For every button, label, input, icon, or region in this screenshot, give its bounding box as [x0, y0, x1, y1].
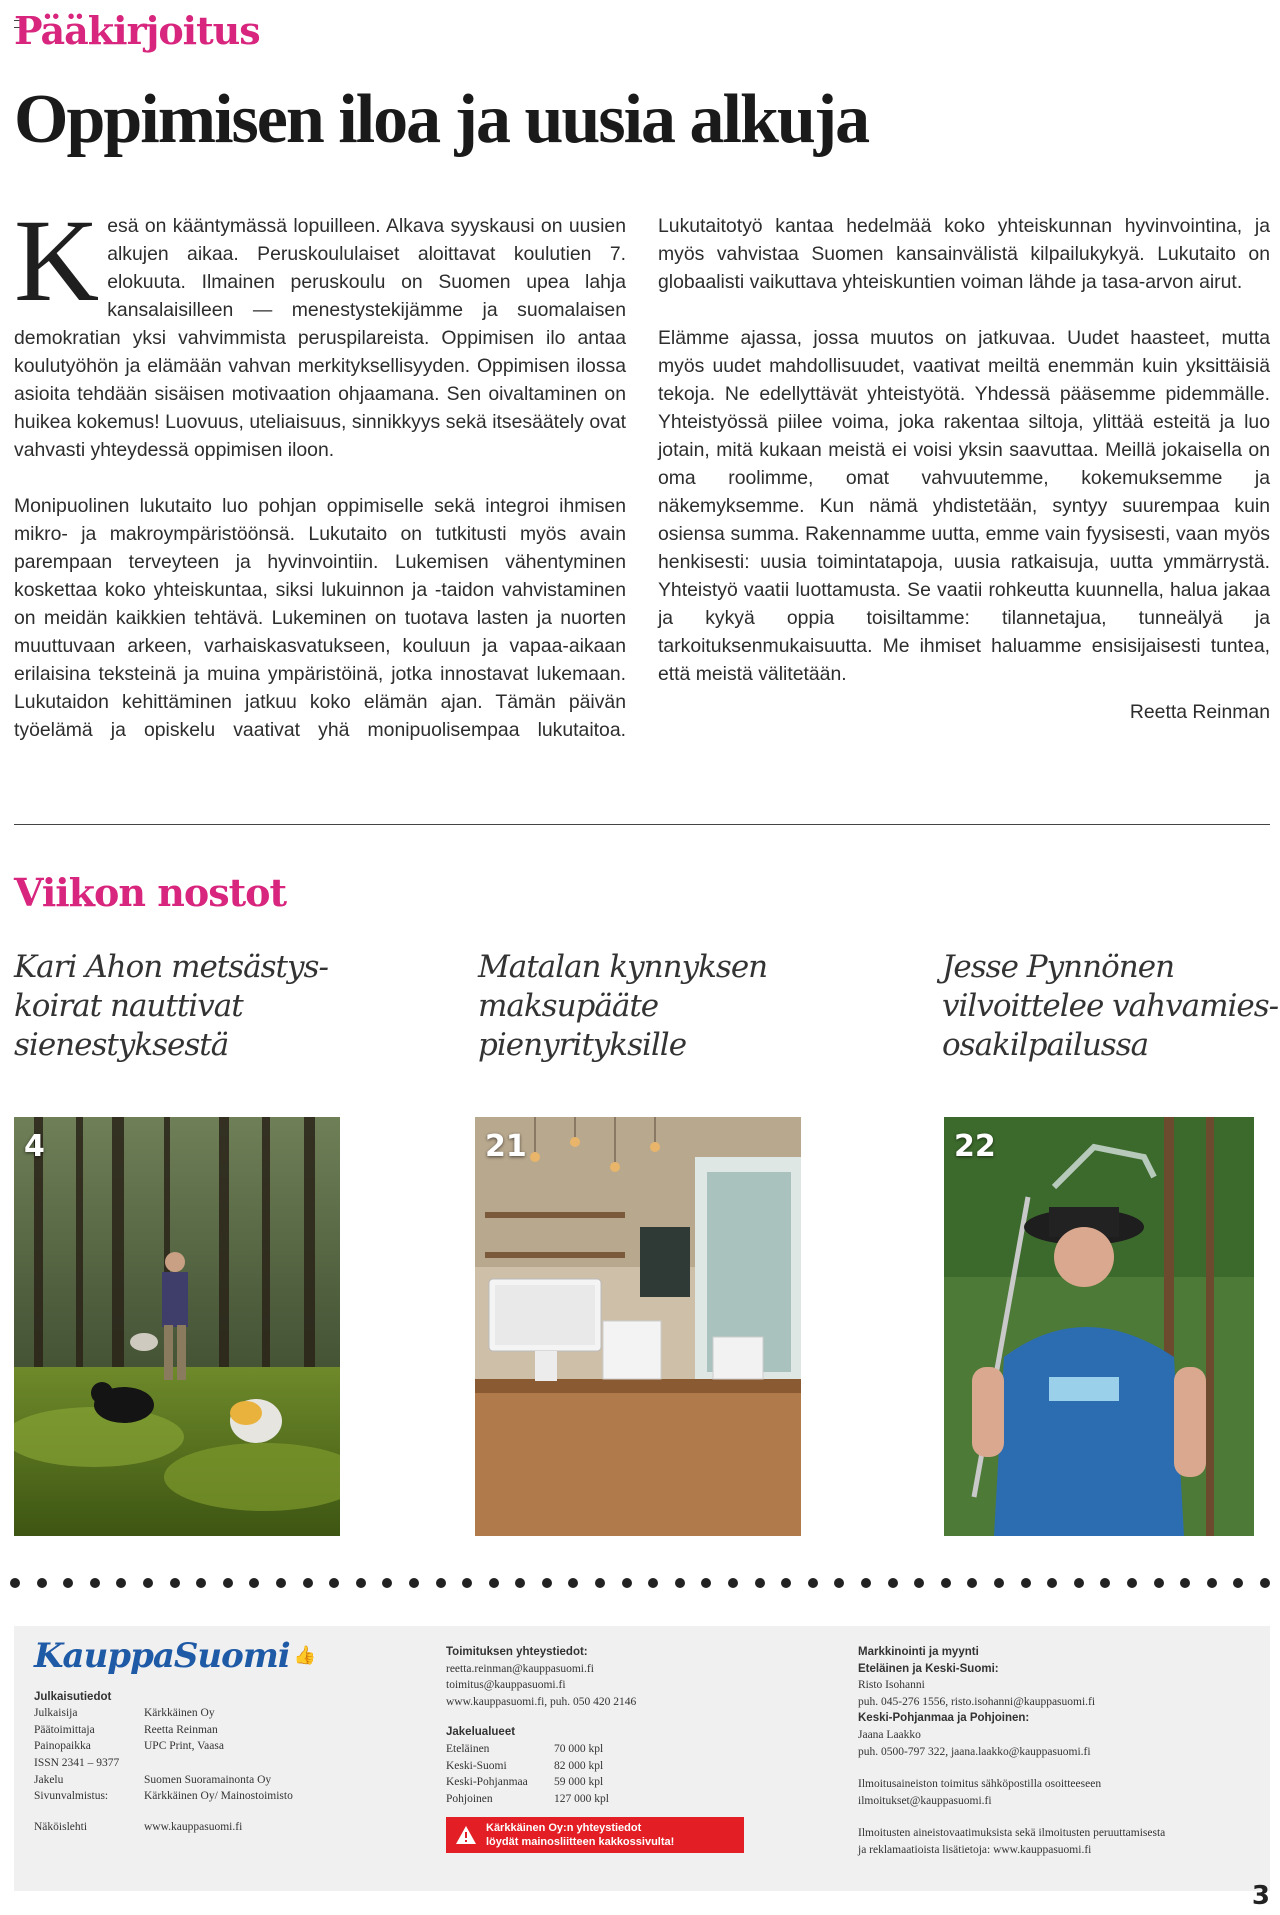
pick-3-page: 22 — [954, 1129, 996, 1164]
divider-dot — [808, 1578, 818, 1588]
editorial-title: Oppimisen iloa ja uusia alkuja — [14, 81, 869, 158]
pick-2-photo[interactable] — [475, 1117, 801, 1536]
ad-material-1: Ilmoitusaineiston toimitus sähköpostilla osoitteeseen — [858, 1778, 1102, 1791]
distribution-count: 59 000 kpl — [554, 1776, 604, 1789]
region1-contact[interactable]: puh. 045-276 1556, risto.isohanni@kauppasuomi.fi — [858, 1695, 1096, 1708]
publisher-row-label: Painopaikka — [34, 1740, 91, 1753]
paragraph-1 — [14, 195, 626, 464]
divider-dot — [914, 1578, 924, 1588]
divider-dot — [675, 1578, 685, 1588]
divider-dot — [755, 1578, 765, 1588]
pick-2[interactable] — [478, 948, 818, 1065]
region2-heading: Keski-Pohjanmaa ja Pohjoinen: — [858, 1712, 1030, 1725]
divider-dot — [1127, 1578, 1137, 1588]
forest-photo — [14, 1117, 340, 1536]
distribution-row — [446, 1774, 766, 1791]
divider-dot — [1021, 1578, 1031, 1588]
divider-dot — [90, 1578, 100, 1588]
divider-dot — [728, 1578, 738, 1588]
divider-dot — [1074, 1578, 1084, 1588]
brand-logo — [34, 1636, 394, 1676]
publisher-row — [34, 1738, 394, 1755]
publisher-row-label: Jakelu — [34, 1773, 64, 1786]
pick-3-photo[interactable] — [944, 1117, 1254, 1536]
publisher-row-value: Kärkkäinen Oy — [144, 1707, 215, 1720]
cafe-photo — [475, 1117, 801, 1536]
publisher-list — [34, 1705, 394, 1805]
divider-dot — [249, 1578, 259, 1588]
pick-1-photo[interactable] — [14, 1117, 340, 1536]
distribution-count: 82 000 kpl — [554, 1759, 604, 1772]
divider-dot — [622, 1578, 632, 1588]
footer-col-contact — [446, 1644, 766, 1853]
divider-dot — [223, 1578, 233, 1588]
paragraph-2: Monipuolinen lukutaito luo pohjan oppimiselle sekä integroi ihmisen mikro- ja makroympäristöönsä. Lukutaito on tutkitusti myös avain parempaan terveyteen ja hyvinvointiin. Lukemisen vähentyminen koskettaa koko yhteiskuntaa, siksi lukuinnon ja -taidon vahvistaminen on meidän kaikkien tehtävä. Lukeminen on tuotava lasten ja nuorten muuttuvaan arkeen, varhaiskasvatukseen, kouluun ja vapaa-aikaan erilaisina teksteinä ja muina ympäristöinä, jotka innostavat lukemaan. Lukutaidon kehittäminen jatkuu koko elämän ajan. Tämän päivän työelämä ja opiskelu vaativat yhä monipuolisempaa lukutaitoa. Lukutaitotyö kantaa hedelmää koko yhteiskunnan hyvinvointina, ja myös vahvistaa Suomen kansainvälistä kilpailukykyä. Lukutaito on globaalisti vaikuttava yhteiskuntien voiman lähde ja tasa-arvon airut. — [14, 215, 1270, 741]
page-number: 3 — [1251, 1881, 1270, 1911]
ad-info-2[interactable]: ja reklamaatioista lisätietoja: www.kauppasuomi.fi — [858, 1843, 1092, 1856]
pick-3-title[interactable]: Jesse Pynnönen vilvoittelee vahvamies-osakilpailussa — [942, 949, 1279, 1063]
divider-dot — [143, 1578, 153, 1588]
divider-dot — [63, 1578, 73, 1588]
publisher-row-label: Sivunvalmistus: — [34, 1790, 109, 1803]
distribution-region: Eteläinen — [446, 1742, 490, 1755]
distribution-count: 70 000 kpl — [554, 1742, 604, 1755]
contact-line-1[interactable]: reetta.reinman@kauppasuomi.fi — [446, 1662, 594, 1675]
publisher-row — [34, 1772, 394, 1789]
pick-2-title[interactable]: Matalan kynnyksen maksupääte pienyrityksille — [478, 949, 768, 1063]
distribution-region: Keski-Suomi — [446, 1759, 507, 1772]
pick-3[interactable] — [942, 948, 1280, 1065]
publisher-row-value: Reetta Reinman — [144, 1723, 218, 1736]
distribution-count: 127 000 kpl — [554, 1792, 609, 1805]
drop-cap: K — [14, 195, 100, 326]
divider-dot — [1154, 1578, 1164, 1588]
strongman-photo — [944, 1117, 1254, 1536]
footer-col-publisher — [34, 1636, 394, 1835]
divider-dot — [436, 1578, 446, 1588]
divider-dot — [888, 1578, 898, 1588]
publisher-row-label: Päätoimittaja — [34, 1723, 95, 1736]
divider-dot — [994, 1578, 1004, 1588]
edition-url[interactable]: www.kauppasuomi.fi — [144, 1820, 243, 1833]
footer — [14, 1626, 1270, 1891]
divider-dot — [781, 1578, 791, 1588]
divider-dot — [1047, 1578, 1057, 1588]
ad-info-1: Ilmoitusten aineistovaatimuksista sekä ilmoitusten peruuttamisesta — [858, 1827, 1166, 1840]
publisher-row-value: Suomen Suoramainonta Oy — [144, 1773, 272, 1786]
distribution-region: Keski-Pohjanmaa — [446, 1776, 528, 1789]
brand-name: KauppaSuomi — [34, 1636, 290, 1676]
divider-dot — [568, 1578, 578, 1588]
thumbs-up-icon: 👍 — [293, 1645, 316, 1666]
section-label: Pääkirjoitus — [14, 8, 260, 53]
divider-dot — [329, 1578, 339, 1588]
pick-2-page: 21 — [485, 1129, 527, 1164]
section-divider — [14, 824, 1270, 825]
divider-dot — [10, 1578, 20, 1588]
divider-dot — [382, 1578, 392, 1588]
divider-dot — [116, 1578, 126, 1588]
distribution-heading: Jakelualueet — [446, 1726, 516, 1739]
publisher-row-label: Julkaisija — [34, 1707, 78, 1720]
divider-dot — [489, 1578, 499, 1588]
divider-dot — [1100, 1578, 1110, 1588]
region2-name: Jaana Laakko — [858, 1728, 921, 1741]
alert-line-1: Kärkkäinen Oy:n yhteystiedot — [486, 1822, 642, 1835]
pick-1-page: 4 — [24, 1129, 45, 1164]
publisher-row-value: UPC Print, Vaasa — [144, 1740, 224, 1753]
region1-heading: Eteläinen ja Keski-Suomi: — [858, 1662, 999, 1675]
divider-dot — [834, 1578, 844, 1588]
ad-material-2[interactable]: ilmoitukset@kauppasuomi.fi — [858, 1794, 992, 1807]
contact-heading: Toimituksen yhteystiedot: — [446, 1646, 588, 1658]
publisher-row — [34, 1755, 394, 1772]
pick-1-title[interactable]: Kari Ahon metsästys-koirat nauttivat sienestyksestä — [14, 949, 328, 1063]
divider-dot — [1233, 1578, 1243, 1588]
publisher-row-value: Kärkkäinen Oy/ Mainostoimisto — [144, 1790, 293, 1803]
contact-alert-banner[interactable] — [446, 1817, 744, 1853]
divider-dot — [595, 1578, 605, 1588]
divider-dot — [37, 1578, 47, 1588]
divider-dot — [276, 1578, 286, 1588]
distribution-row — [446, 1741, 766, 1758]
distribution-region: Pohjoinen — [446, 1792, 493, 1805]
edition-row — [34, 1819, 394, 1836]
paragraph-3: Elämme ajassa, jossa muutos on jatkuvaa. Uudet haasteet, mutta myös uudet mahdollisuudet, vaativat meiltä enemmän kuin yksittäisiä tekoja. Ne edellyttävät yhteistyötä. Yhdessä pääsemme pidemmälle. Yhteistyössä piilee voima, joka rakentaa siltoja, ylittää esteitä ja luo jotain, mitä kukaan meistä ei voisi yksin saavuttaa. Meillä jokaisella on oma roolimme, omat vahvuutemme, kokemuksemme ja näkemyksemme. Kun nämä yhdistetään, syntyy suurempaa kuin osiensa summa. Rakennamme uutta, emme vain fyysisesti, vaan myös henkisesti: uusia toimintatapoja, uusia ratkaisuja, uutta ymmärrystä. Yhteistyö vaatii luottamusta. Se vaatii rohkeutta kuunnella, halua jakaa ja kykyä oppia toisiltamme: tilannetajua, tunneälyä ja tarkoituksenmukaisuutta. Me ihmiset haluamme ensisijaisesti tuntea, että meistä välitetään. — [658, 327, 1270, 685]
publisher-row — [34, 1722, 394, 1739]
dot-divider — [10, 1578, 1270, 1588]
distribution-list — [446, 1741, 766, 1807]
signature: Reetta Reinman — [1129, 701, 1270, 723]
divider-dot — [701, 1578, 711, 1588]
divider-dot — [515, 1578, 525, 1588]
editorial-body — [14, 195, 1270, 744]
region1-name: Risto Isohanni — [858, 1679, 925, 1692]
divider-dot — [170, 1578, 180, 1588]
publisher-row-label: ISSN 2341 – 9377 — [34, 1756, 120, 1769]
divider-dot — [303, 1578, 313, 1588]
publisher-row — [34, 1705, 394, 1722]
region2-contact[interactable]: puh. 0500-797 322, jaana.laakko@kauppasuomi.fi — [858, 1745, 1091, 1758]
contact-line-2[interactable]: toimitus@kauppasuomi.fi — [446, 1679, 566, 1692]
divider-dot — [1207, 1578, 1217, 1588]
alert-line-2: löydät mainosliitteen kakkossivulta! — [486, 1836, 675, 1849]
footer-col-marketing — [858, 1644, 1258, 1859]
contact-line-3[interactable]: www.kauppasuomi.fi, puh. 050 420 2146 — [446, 1695, 637, 1708]
paragraph-1-text: esä on kääntymässä lopuilleen. Alkava syyskausi on uusien alkujen aikaa. Peruskoululaiset aloittavat koulutien 7. elokuuta. Ilmainen peruskoulu on Suomen upea lahja kansalaisilleen — menestystekijämme ja suomalaisen demokratian yksi vahvimmista peruspilareista. Oppimisen ilo antaa koulutyöhön ja elämään vahvan merkityksellisyyden. Oppimisen ilossa asioita tehdään sisäisen motivaation ohjaamana. Sen oivaltaminen on huikea kokemus! Luovuus, uteliaisuus, sinnikkyys sekä itsesäätely ovat vahvasti yhteydessä oppimisen iloon. — [14, 215, 626, 461]
divider-dot — [648, 1578, 658, 1588]
picks-heading: Viikon nostot — [14, 870, 287, 915]
divider-dot — [1180, 1578, 1190, 1588]
distribution-row — [446, 1791, 766, 1808]
divider-dot — [542, 1578, 552, 1588]
warning-icon — [446, 1825, 486, 1845]
publisher-heading: Julkaisutiedot — [34, 1690, 112, 1703]
edition-label: Näköislehti — [34, 1820, 88, 1833]
divider-dot — [462, 1578, 472, 1588]
publisher-row — [34, 1788, 394, 1805]
divider-dot — [196, 1578, 206, 1588]
divider-dot — [1260, 1578, 1270, 1588]
pick-1[interactable] — [14, 948, 354, 1065]
divider-dot — [861, 1578, 871, 1588]
divider-dot — [356, 1578, 366, 1588]
divider-dot — [409, 1578, 419, 1588]
marketing-heading: Markkinointi ja myynti — [858, 1646, 979, 1658]
distribution-row — [446, 1758, 766, 1775]
divider-dot — [941, 1578, 951, 1588]
divider-dot — [967, 1578, 977, 1588]
